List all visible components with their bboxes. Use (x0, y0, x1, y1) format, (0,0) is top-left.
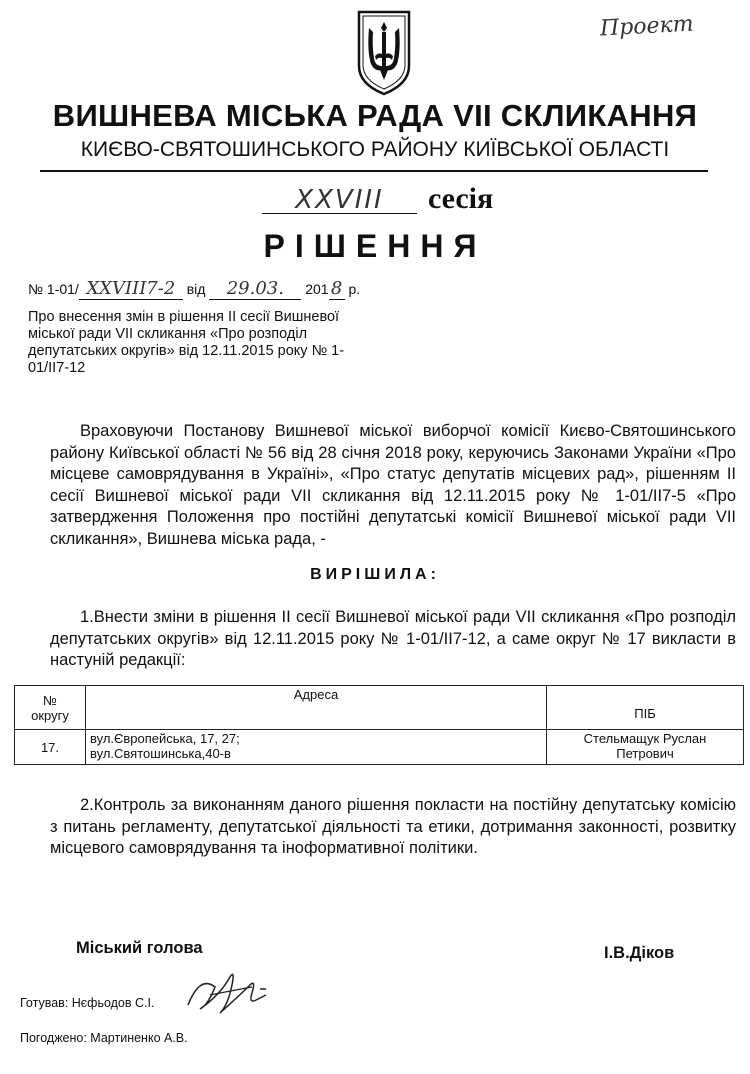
decision-subject: Про внесення змін в рішення II сесії Вишневої міської ради VII скликання «Про розподіл депутатських округів» від 12.11.2015 року № 1-01/II7-12 (28, 309, 345, 376)
resolved-heading: ВИРІШИЛА: (310, 566, 440, 583)
cell-address-line1: вул.Європейська, 17, 27; (90, 731, 240, 746)
header-district-number-line2: округу (31, 707, 69, 723)
decision-date-handwritten: 29.03. (209, 278, 301, 300)
decision-date-label: від (186, 281, 206, 297)
council-name: ВИШНЕВА МІСЬКА РАДА VII СКЛИКАННЯ (52, 98, 698, 133)
preamble-paragraph: Враховуючи Постанову Вишневої міської виборчої комісії Києво-Святошинського району Київської області № 56 від 28 січня 2018 року, керуючись Законами України «Про місцеве самоврядування в Україні», «Про статус депутатів місцевих рад», рішенням II сесії Вишневої міської ради VII скликання від 12.11.2015 року № 1-01/II7-5 «Про затвердження Положення про постійні депутатські комісії Вишневої міської ради VII скликання», Вишнева міська рада, - (50, 422, 736, 548)
decision-year-handwritten: 8 (329, 278, 345, 300)
cell-address-line2: вул.Святошинська,40-в (90, 746, 231, 761)
decision-title: РІШЕННЯ (263, 228, 487, 264)
trident-coat-of-arms-icon (355, 8, 413, 96)
agreed-by: Погоджено: Мартиненко А.В. (20, 1031, 188, 1045)
prepared-by: Готував: Нєфьодов С.І. (20, 996, 155, 1010)
mayor-title: Міський голова (76, 939, 203, 957)
session-underline (262, 213, 417, 214)
resolution-item-1: 1.Внести зміни в рішення II сесії Вишневої міської ради VII скликання «Про розподіл депутатських округів» від 12.11.2015 року № 1-01/II7-12, а саме округ № 17 викласти в настуній редакції: (50, 608, 736, 669)
decision-number-handwritten: XXVIII7-2 (79, 278, 183, 300)
header-name: ПІБ (547, 686, 744, 730)
header-district-number (15, 686, 86, 730)
mayor-name: І.В.Діков (604, 944, 675, 962)
cell-district-number: 17. (15, 730, 86, 765)
handwritten-signature (180, 965, 275, 1020)
header-district-number-line1: № (43, 692, 57, 708)
cell-name (547, 730, 744, 765)
decision-year-printed: 201 (305, 281, 329, 297)
decision-number-prefix: № 1-01/ (28, 281, 79, 297)
table-row (15, 730, 744, 765)
cell-name-line1: Стельмащук Руслан (583, 731, 707, 746)
table-header-row (15, 686, 744, 730)
decision-year-suffix: р. (348, 281, 361, 297)
session-label: сесія (428, 182, 494, 215)
session-number: XXVIII (295, 185, 384, 215)
decision-number-row (28, 278, 360, 300)
cell-address (86, 730, 547, 765)
cell-name-line2: Петрович (616, 746, 674, 761)
header-divider (40, 170, 708, 172)
district-name: КИЄВО-СВЯТОШИНСЬКОГО РАЙОНУ КИЇВСЬКОЇ ОБЛАСТІ (80, 138, 670, 161)
draft-mark: Проект (599, 11, 695, 42)
header-address: Адреса (86, 686, 547, 730)
district-table (14, 685, 744, 765)
resolution-item-2: 2.Контроль за виконанням даного рішення покласти на постійну депутатську комісію з питань регламенту, депутатської діяльності та етики, дотримання законності, розвитку місцевого самоврядування та іноформативної політики. (50, 796, 736, 857)
